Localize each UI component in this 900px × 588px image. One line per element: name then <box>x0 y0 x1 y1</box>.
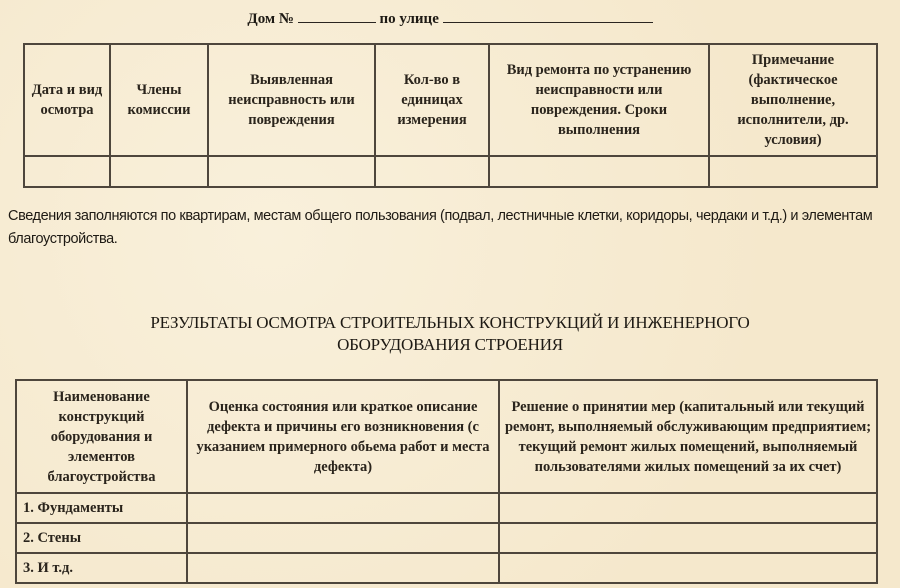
cell-measures-decision[interactable] <box>499 493 877 523</box>
section-title-line1: РЕЗУЛЬТАТЫ ОСМОТРА СТРОИТЕЛЬНЫХ КОНСТРУКЦИЙ И ИНЖЕНЕРНОГО <box>150 313 750 332</box>
house-number-field[interactable] <box>298 8 376 23</box>
table-row <box>16 523 877 553</box>
cell-condition-assessment[interactable] <box>187 553 499 583</box>
table-row <box>16 553 877 583</box>
house-number-label: Дом № <box>247 11 294 27</box>
table-row <box>16 493 877 523</box>
cell-condition-assessment[interactable] <box>187 523 499 553</box>
col-measures-decision: Решение о принятии мер (капитальный или текущий ремонт, выполняемый обслуживающим предприятием; текущий ремонт жилых помещений, выполняемый пользователями жилых помещений за их счет) <box>499 380 877 493</box>
cell-quantity[interactable] <box>375 156 489 187</box>
fill-instructions-note: Сведения заполняются по квартирам, местам общего пользования (подвал, лестничные клетки, коридоры, чердаки и т.д.) и элементам благоустройства. <box>8 208 873 247</box>
cell-element-name: 2. Стены <box>16 523 187 553</box>
table-header-row <box>16 380 877 493</box>
table-header-row <box>24 44 877 156</box>
cell-commission-members[interactable] <box>110 156 208 187</box>
street-label: по улице <box>379 11 439 27</box>
section-title-line2: ОБОРУДОВАНИЯ СТРОЕНИЯ <box>337 335 563 354</box>
cell-repair-type[interactable] <box>489 156 709 187</box>
col-condition-assessment: Оценка состояния или краткое описание дефекта и причины его возникновения (с указанием примерного обьема работ и места дефекта) <box>187 380 499 493</box>
col-repair-type: Вид ремонта по устранению неисправности или повреждения. Сроки выполнения <box>489 44 709 156</box>
cell-date-type[interactable] <box>24 156 110 187</box>
col-note: Примечание (фактическое выполнение, исполнители, др. условия) <box>709 44 877 156</box>
cell-detected-defect[interactable] <box>208 156 375 187</box>
cell-note[interactable] <box>709 156 877 187</box>
cell-condition-assessment[interactable] <box>187 493 499 523</box>
section-title <box>0 312 900 356</box>
inspection-results-table <box>15 379 878 584</box>
col-commission-members: Члены комиссии <box>110 44 208 156</box>
cell-element-name: 1. Фундаменты <box>16 493 187 523</box>
col-element-name: Наименование конструкций оборудования и элементов благоустройства <box>16 380 187 493</box>
col-detected-defect: Выявленная неисправность или повреждения <box>208 44 375 156</box>
cell-measures-decision[interactable] <box>499 553 877 583</box>
table-row <box>24 156 877 187</box>
col-date-type: Дата и вид осмотра <box>24 44 110 156</box>
col-quantity: Кол-во в единицах измерения <box>375 44 489 156</box>
cell-element-name: 3. И т.д. <box>16 553 187 583</box>
house-address-line <box>0 8 900 28</box>
inspection-log-table <box>23 43 878 188</box>
cell-measures-decision[interactable] <box>499 523 877 553</box>
street-field[interactable] <box>443 8 653 23</box>
